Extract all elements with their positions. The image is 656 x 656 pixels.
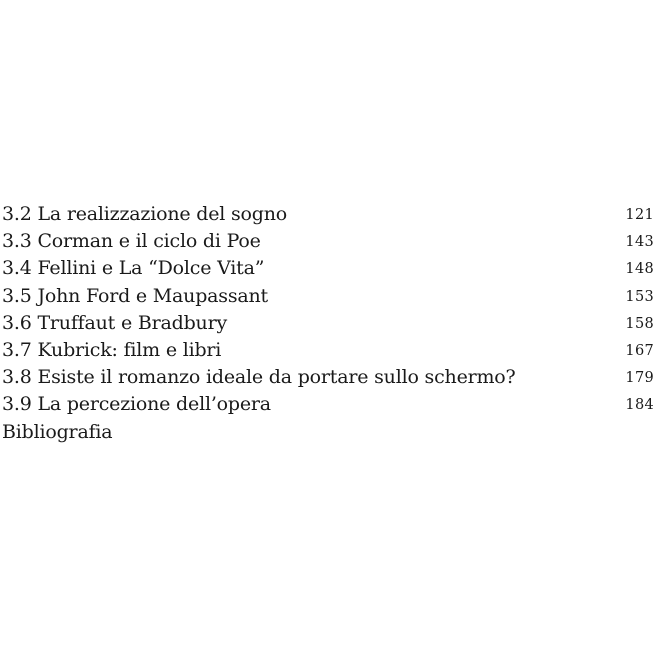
toc-entry-3-8[interactable]: [0, 364, 656, 391]
toc-entry-page-number: 148: [625, 261, 654, 278]
table-of-contents: [0, 201, 656, 446]
toc-entry-3-5[interactable]: [0, 283, 656, 310]
toc-entry-title: Bibliografia: [2, 420, 113, 443]
toc-entry-title: 3.7 Kubrick: film e libri: [2, 338, 222, 361]
toc-entry-title: 3.4 Fellini e La “Dolce Vita”: [2, 257, 265, 280]
toc-entry-3-7[interactable]: [0, 337, 656, 364]
toc-entry-page-number: 153: [625, 288, 654, 305]
toc-entry-page-number: 167: [625, 342, 654, 359]
toc-entry-page-number: 143: [625, 234, 654, 251]
toc-entry-3-3[interactable]: [0, 228, 656, 255]
toc-entry-3-6[interactable]: [0, 310, 656, 337]
toc-entry-title: 3.6 Truffaut e Bradbury: [2, 311, 227, 334]
toc-entry-bibliografia[interactable]: [0, 419, 656, 446]
toc-entry-3-2[interactable]: [0, 201, 656, 228]
toc-entry-3-9[interactable]: [0, 391, 656, 418]
toc-entry-title: 3.9 La percezione dell’opera: [2, 393, 271, 416]
toc-entry-title: 3.3 Corman e il ciclo di Poe: [2, 230, 261, 253]
toc-entry-page-number: 179: [625, 370, 654, 387]
toc-entry-page-number: 184: [625, 397, 654, 414]
toc-entry-title: 3.8 Esiste il romanzo ideale da portare sullo schermo?: [2, 366, 516, 389]
toc-entry-3-4[interactable]: [0, 255, 656, 282]
toc-entry-title: 3.5 John Ford e Maupassant: [2, 284, 268, 307]
toc-entry-page-number: 121: [625, 207, 654, 223]
toc-entry-title: 3.2 La realizzazione del sogno: [2, 203, 287, 225]
toc-entry-page-number: 158: [625, 315, 654, 332]
